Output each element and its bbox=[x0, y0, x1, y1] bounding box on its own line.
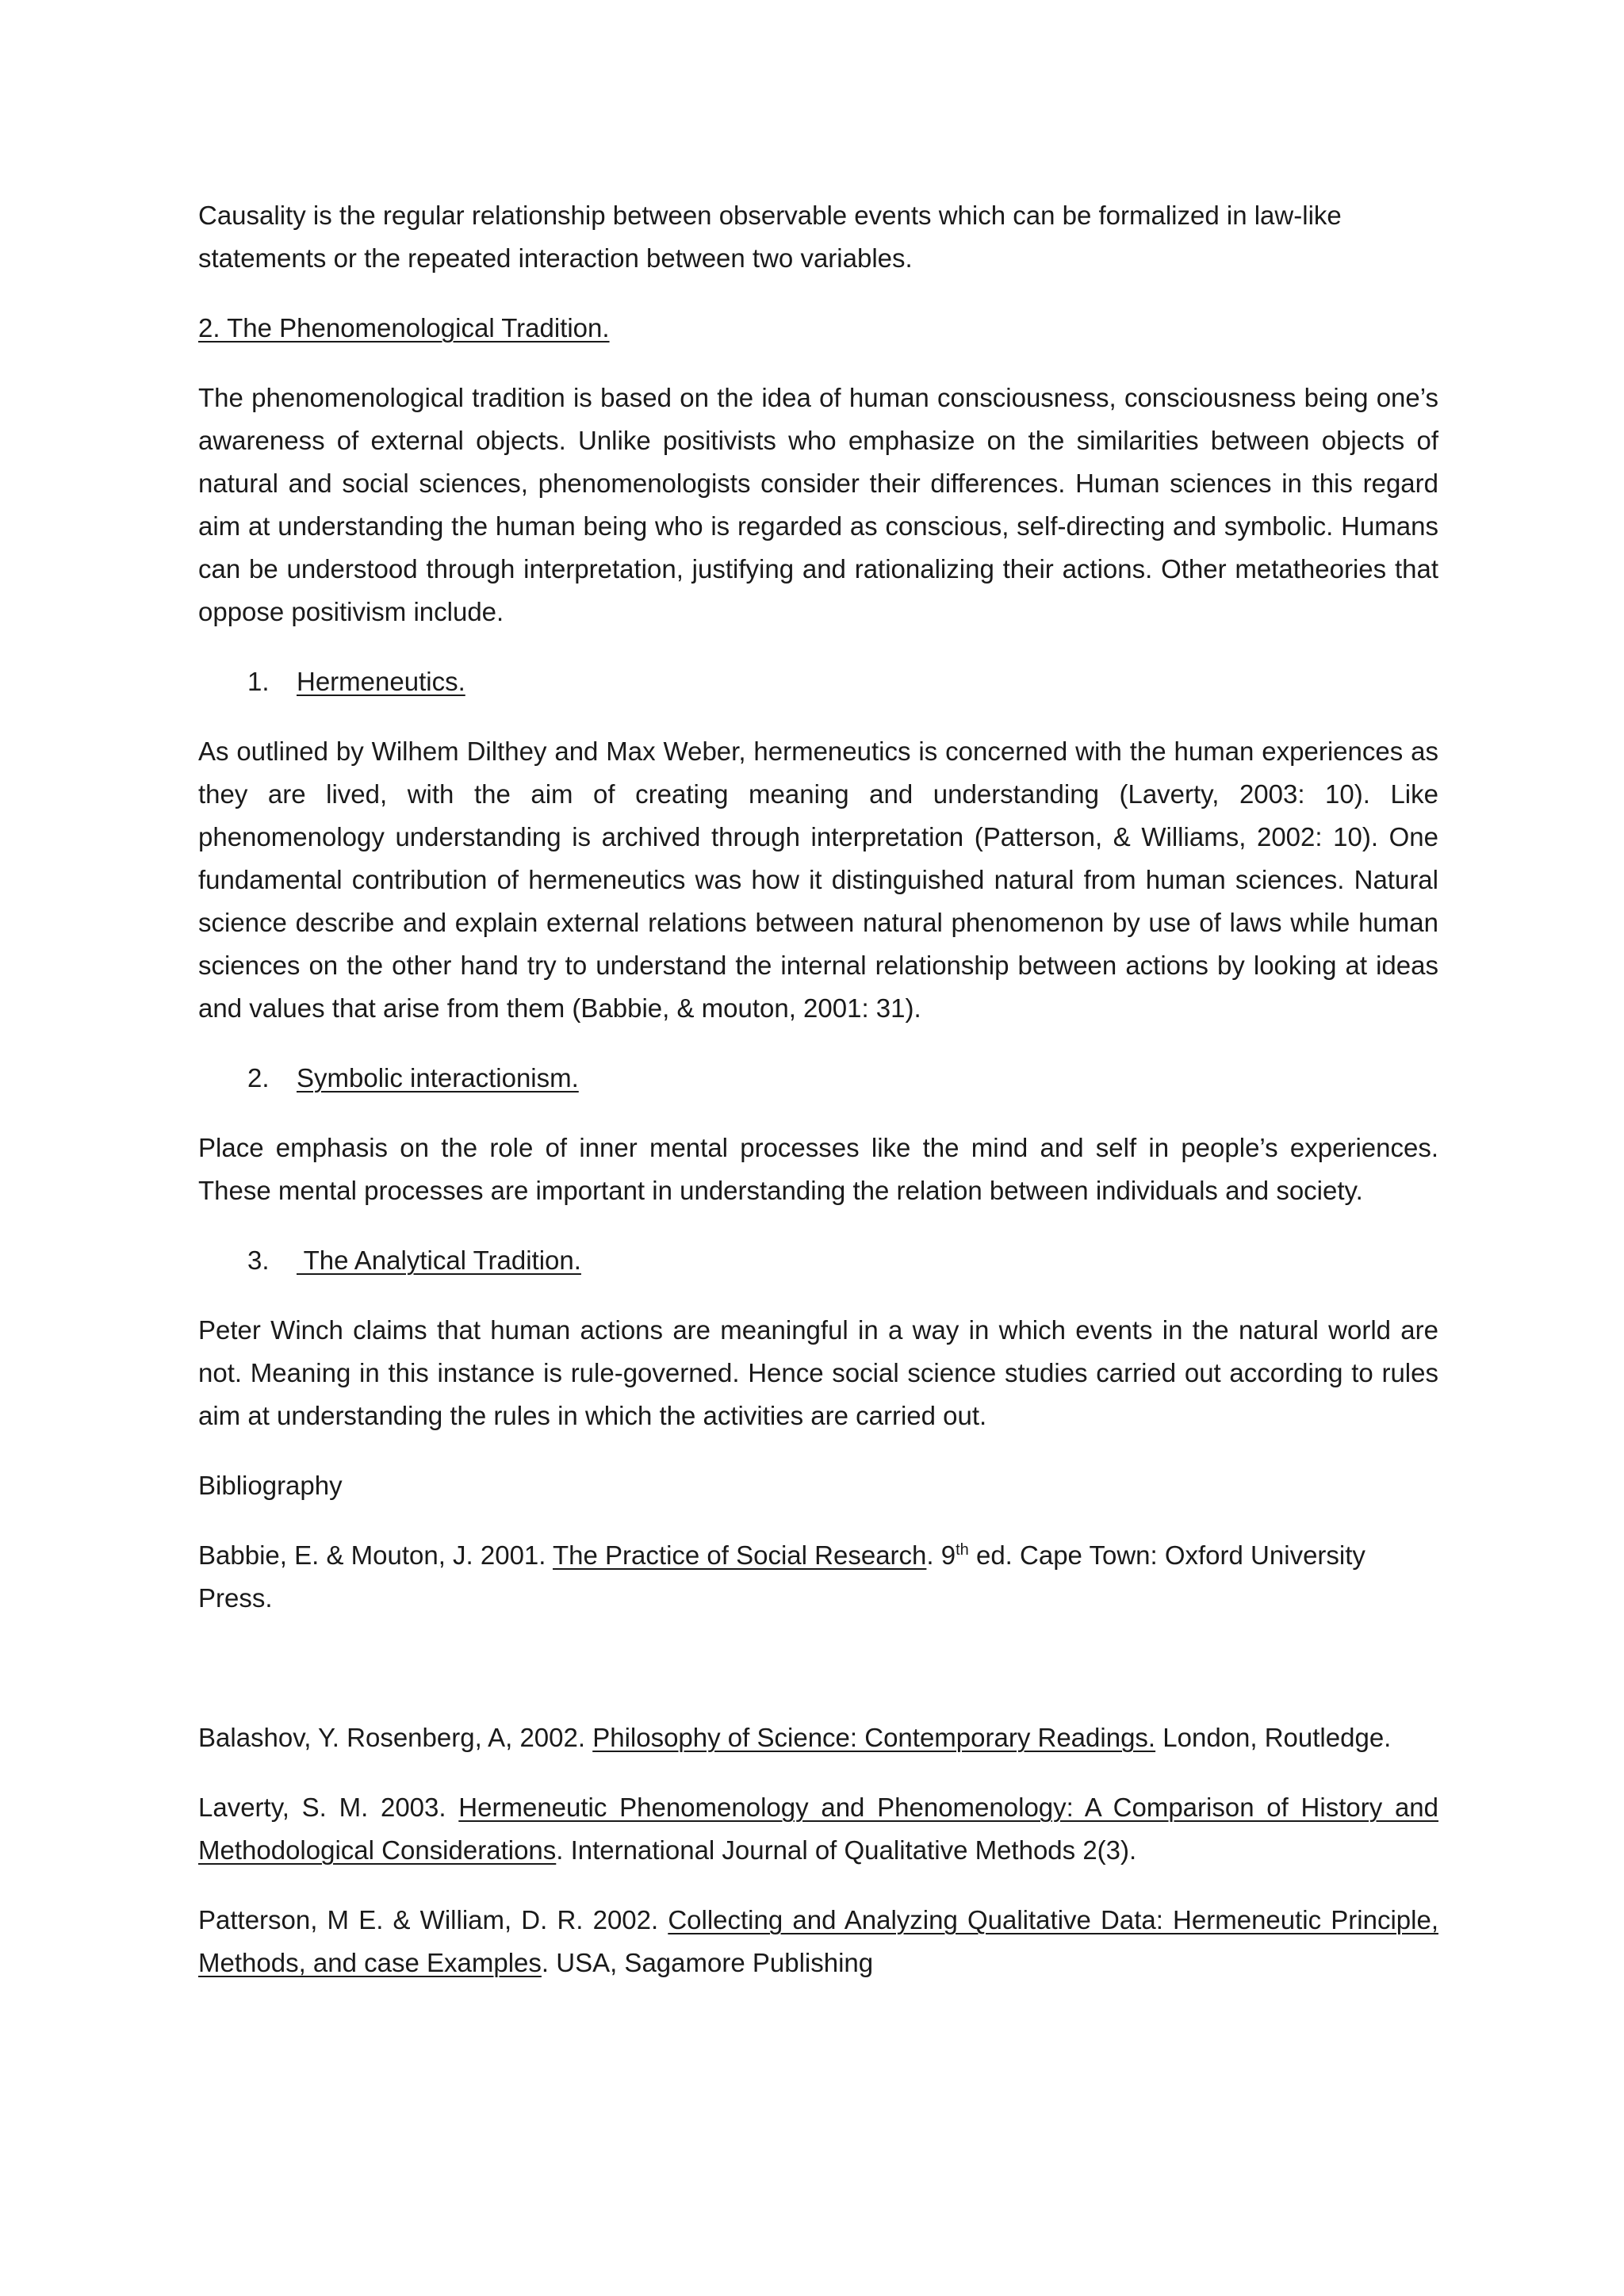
list-heading-analytical-tradition bbox=[198, 1239, 1438, 1282]
bib-publisher: ed. Cape Town: Oxford University Press. bbox=[198, 1540, 1365, 1613]
list-heading-text: Hermeneutics. bbox=[297, 667, 465, 696]
list-heading-hermeneutics bbox=[198, 660, 1438, 703]
bib-publisher: London, Routledge. bbox=[1155, 1723, 1392, 1752]
phenomenological-paragraph: The phenomenological tradition is based on the idea of human consciousness, consciousness being one’s awareness of external objects. Unlike positivists who emphasize on the similarities between objects of natural and social sciences, phenomenologists consider their differences. Human sciences in this regard aim at understanding the human being who is regarded as conscious, self-directing and symbolic. Humans can be understood through interpretation, justifying and rationalizing their actions. Other metatheories that oppose positivism include. bbox=[198, 383, 1438, 626]
bib-title: Hermeneutic Phenomenology and Phenomenology: A Comparison of History and Methodological Considerations bbox=[198, 1793, 1439, 1865]
document-page bbox=[198, 194, 1438, 1984]
bibliography-entry-patterson bbox=[198, 1899, 1438, 1984]
list-heading-text: The Analytical Tradition. bbox=[297, 1246, 581, 1275]
bib-publisher: . USA, Sagamore Publishing bbox=[541, 1948, 874, 1977]
section-heading-phenomenological bbox=[198, 307, 1438, 350]
list-number: 1. bbox=[247, 667, 270, 696]
hermeneutics-paragraph: As outlined by Wilhem Dilthey and Max Weber, hermeneutics is concerned with the human experiences as they are lived, with the aim of creating meaning and understanding (Laverty, 2003: 10). Like phenomenology understanding is archived through interpretation (Patterson, & Williams, 2002: 10). One fundamental contribution of hermeneutics was how it distinguished natural from human sciences. Natural science describe and explain external relations between natural phenomenon by use of laws while human sciences on the other hand try to understand the internal relationship between actions by looking at ideas and values that arise from them (Babbie, & mouton, 2001: 31). bbox=[198, 737, 1438, 1023]
bibliography-entry-babbie bbox=[198, 1534, 1438, 1620]
symbolic-interactionism-paragraph: Place emphasis on the role of inner mental processes like the mind and self in people’s experiences. These mental processes are important in understanding the relation between individuals and society. bbox=[198, 1133, 1438, 1205]
bib-title: The Practice of Social Research bbox=[553, 1540, 927, 1570]
bib-title: Philosophy of Science: Contemporary Readings. bbox=[592, 1723, 1156, 1752]
bibliography-entry-balashov bbox=[198, 1716, 1438, 1759]
bib-author: Balashov, Y. Rosenberg, A, 2002. bbox=[198, 1723, 593, 1752]
bib-publisher: . International Journal of Qualitative Methods 2(3). bbox=[556, 1835, 1137, 1865]
bib-author: Patterson, M E. & William, D. R. 2002. bbox=[198, 1905, 668, 1934]
analytical-tradition-paragraph: Peter Winch claims that human actions are meaningful in a way in which events in the natural world are not. Meaning in this instance is rule-governed. Hence social science studies carried out according to rules aim at understanding the rules in which the activities are carried out. bbox=[198, 1315, 1438, 1430]
bib-author: Babbie, E. & Mouton, J. 2001. bbox=[198, 1540, 553, 1570]
bib-edition: . 9 bbox=[926, 1540, 956, 1570]
list-number: 2. bbox=[247, 1063, 270, 1093]
bib-edition-superscript: th bbox=[956, 1541, 969, 1559]
section-heading-text: 2. The Phenomenological Tradition. bbox=[198, 313, 610, 342]
bibliography-heading: Bibliography bbox=[198, 1471, 343, 1500]
bibliography-entry-laverty bbox=[198, 1786, 1438, 1872]
bib-author: Laverty, S. M. 2003. bbox=[198, 1793, 459, 1822]
list-heading-text: Symbolic interactionism. bbox=[297, 1063, 579, 1093]
intro-paragraph: Causality is the regular relationship between observable events which can be formalized in law-like statements or the repeated interaction between two variables. bbox=[198, 201, 1342, 273]
list-heading-symbolic-interactionism bbox=[198, 1057, 1438, 1100]
list-number: 3. bbox=[247, 1246, 270, 1275]
bib-title: Collecting and Analyzing Qualitative Data: Hermeneutic Principle, Methods, and case Examples bbox=[198, 1905, 1438, 1977]
